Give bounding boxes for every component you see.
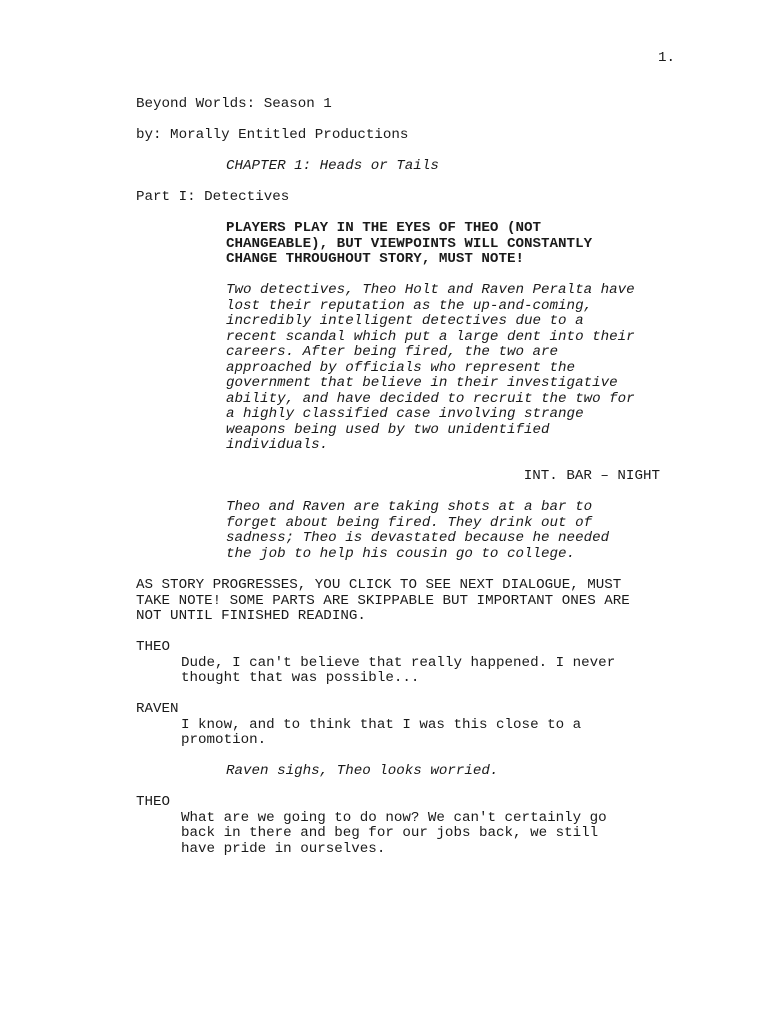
synopsis-line: approached by officials who represent the [226, 359, 576, 376]
dialogue-line: thought that was possible... [181, 670, 420, 686]
character-name: THEO [136, 639, 171, 655]
dialogue-line: I know, and to think that I was this close to a [181, 716, 582, 733]
synopsis-line: recent scandal which put a large dent into their [226, 328, 635, 345]
scene-heading: INT. BAR – NIGHT [523, 468, 660, 484]
character-name: RAVEN [136, 701, 179, 717]
page-number: 1. [658, 50, 676, 66]
synopsis-line: government that believe in their investigative [226, 375, 618, 391]
byline: by: Morally Entitled Productions [136, 127, 409, 143]
action-line: Raven sighs, Theo looks worried. [226, 763, 499, 779]
synopsis-line: weapons being used by two unidentified [226, 421, 550, 438]
synopsis-line: incredibly intelligent detectives due to a [226, 313, 584, 329]
synopsis-line: careers. After being fired, the two are [226, 344, 559, 360]
character-name: THEO [136, 794, 171, 810]
synopsis-line: Two detectives, Theo Holt and Raven Peralta have [226, 282, 635, 298]
action-line: the job to help his cousin go to college. [226, 545, 576, 562]
dialogue-line: back in there and beg for our jobs back, we still [181, 825, 599, 841]
note-line: PLAYERS PLAY IN THE EYES OF THEO (NOT [226, 220, 542, 236]
instruction-line: NOT UNTIL FINISHED READING. [136, 608, 366, 624]
note-line: CHANGE THROUGHOUT STORY, MUST NOTE! [226, 251, 524, 267]
action-line: Theo and Raven are taking shots at a bar to [226, 499, 593, 515]
synopsis-line: individuals. [226, 437, 329, 453]
instruction-line: AS STORY PROGRESSES, YOU CLICK TO SEE NEXT DIALOGUE, MUST [136, 577, 622, 593]
dialogue-line: Dude, I can't believe that really happened. I never [181, 654, 616, 671]
action-line: forget about being fired. They drink out of [226, 514, 593, 531]
script-title: Beyond Worlds: Season 1 [136, 96, 332, 112]
note-line: CHANGEABLE), BUT VIEWPOINTS WILL CONSTANTLY [226, 235, 593, 252]
part-heading: Part I: Detectives [136, 189, 290, 205]
dialogue-line: promotion. [181, 732, 267, 748]
synopsis-line: a highly classified case involving strange [226, 406, 584, 422]
action-line: sadness; Theo is devastated because he needed [226, 530, 610, 546]
chapter-heading: CHAPTER 1: Heads or Tails [226, 158, 439, 174]
dialogue-line: have pride in ourselves. [181, 840, 386, 857]
synopsis-line: lost their reputation as the up-and-coming, [226, 297, 593, 314]
instruction-line: TAKE NOTE! SOME PARTS ARE SKIPPABLE BUT IMPORTANT ONES ARE [136, 592, 630, 609]
dialogue-line: What are we going to do now? We can't certainly go [181, 809, 607, 826]
synopsis-line: ability, and have decided to recruit the two for [226, 390, 635, 407]
